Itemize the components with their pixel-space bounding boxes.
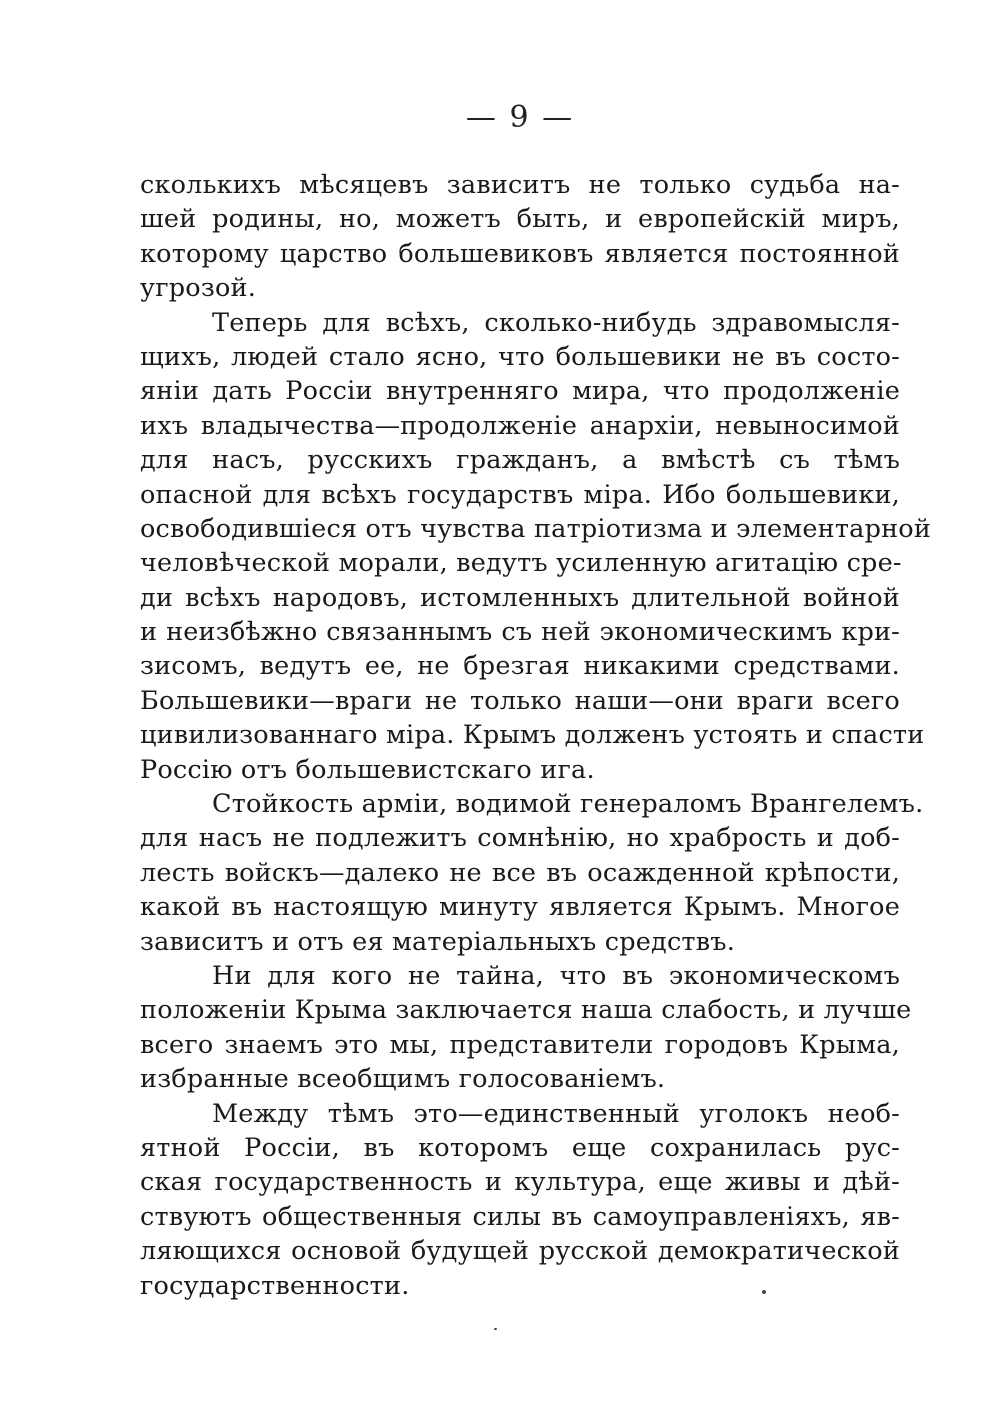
text-line: и неизбѣжно связаннымъ съ ней экономическимъ кри- bbox=[140, 617, 900, 648]
text-line: которому царство большевиковъ является постоянной bbox=[140, 238, 900, 269]
text-line: Ни для кого не тайна, что въ экономическомъ bbox=[212, 960, 900, 991]
print-speck bbox=[494, 1328, 497, 1330]
text-line: ди всѣхъ народовъ, истомленныхъ длительной войной bbox=[140, 582, 900, 613]
text-line: человѣческой морали, ведутъ усиленную агитацію сре- bbox=[140, 548, 902, 579]
text-line: зисомъ, ведутъ ее, не брезгая никакими средствами. bbox=[140, 651, 900, 682]
paragraph-2 bbox=[140, 306, 932, 787]
text-line: яніи дать Россіи внутренняго мира, что продолженіе bbox=[140, 376, 900, 407]
text-line: положеніи Крыма заключается наша слабость, и лучше bbox=[140, 995, 912, 1026]
text-line: сколькихъ мѣсяцевъ зависитъ не только судьба на- bbox=[140, 170, 900, 200]
text-line: Большевики—враги не только наши—они враги всего bbox=[140, 685, 900, 716]
text-line: цивилизованнаго міра. Крымъ долженъ устоять и спасти bbox=[140, 720, 925, 751]
text-line: ствуютъ общественныя силы въ самоуправленіяхъ, яв- bbox=[140, 1201, 900, 1232]
text-line: избранные всеобщимъ голосованіемъ. bbox=[140, 1064, 666, 1095]
text-line: опасной для всѣхъ государствъ міра. Ибо большевики, bbox=[140, 479, 900, 510]
text-line: шей родины, но, можетъ быть, и европейскій миръ, bbox=[140, 204, 900, 235]
text-line: ятной Россіи, въ которомъ еще сохранилась рус- bbox=[140, 1132, 900, 1163]
text-line: Россію отъ большевистскаго ига. bbox=[140, 754, 595, 785]
text-line: Между тѣмъ это—единственный уголокъ необ- bbox=[212, 1098, 900, 1129]
text-line: ляющихся основой будущей русской демократической bbox=[140, 1236, 900, 1267]
text-line: Стойкость арміи, водимой генераломъ Врангелемъ. bbox=[212, 789, 924, 820]
text-line: щихъ, людей стало ясно, что большевики не въ состо- bbox=[140, 341, 900, 372]
paragraph-1 bbox=[140, 168, 900, 306]
text-line: для насъ не подлежитъ сомнѣнію, но храбрость и доб- bbox=[140, 823, 900, 854]
paragraph-3 bbox=[140, 787, 924, 959]
text-line: всего знаемъ это мы, представители городовъ Крыма, bbox=[140, 1029, 900, 1060]
paragraph-5 bbox=[140, 1097, 900, 1303]
text-line: угрозой. bbox=[140, 273, 257, 304]
print-speck bbox=[762, 1290, 766, 1294]
text-line: зависитъ и отъ ея матеріальныхъ средствъ. bbox=[140, 926, 736, 957]
text-line: освободившіеся отъ чувства патріотизма и элементарной bbox=[140, 513, 932, 544]
text-line: Теперь для всѣхъ, сколько-нибудь здравомысля- bbox=[212, 307, 900, 338]
text-line: лесть войскъ—далеко не все въ осажденной крѣпости, bbox=[140, 857, 900, 888]
text-line: ихъ владычества—продолженіе анархіи, невыносимой bbox=[140, 410, 900, 441]
text-line: какой въ настоящую минуту является Крымъ. Многое bbox=[140, 892, 900, 923]
text-line: для насъ, русскихъ гражданъ, а вмѣстѣ съ тѣмъ bbox=[140, 445, 900, 476]
paragraph-4 bbox=[140, 959, 912, 1097]
text-line: государственности. bbox=[140, 1270, 410, 1301]
text-line: ская государственность и культура, еще живы и дѣй- bbox=[140, 1167, 900, 1198]
body-text bbox=[140, 168, 932, 1303]
page-number: — 9 — bbox=[465, 100, 575, 135]
